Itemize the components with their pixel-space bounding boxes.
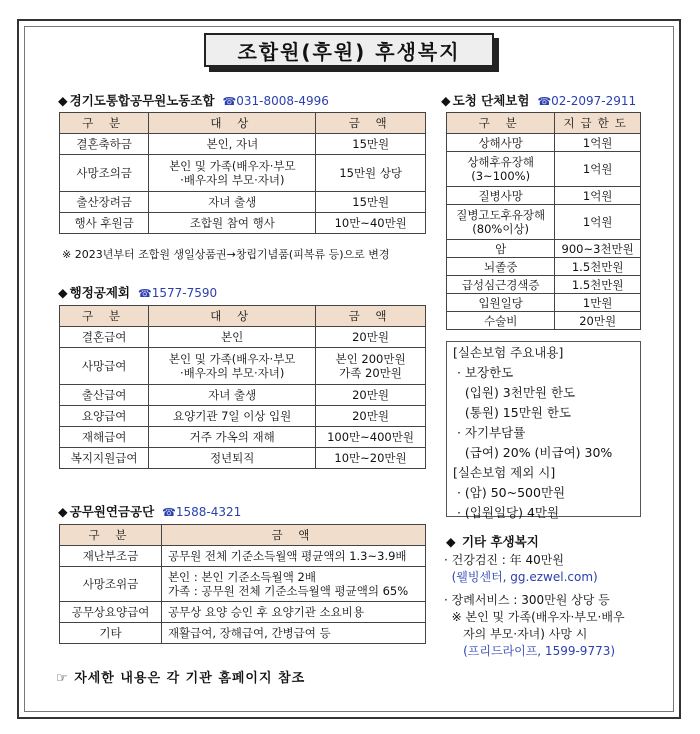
table-cell: 입원일당 (447, 294, 555, 312)
table-cell: 공무상 요양 승인 후 요양기관 소요비용 (161, 602, 425, 623)
table-cell: 1억원 (555, 152, 641, 187)
info-line: [실손보험 제외 시] (453, 465, 556, 480)
column-header: 대 상 (149, 113, 316, 134)
table-cell: 본인, 자녀 (149, 134, 316, 155)
table-cell: 15만원 상당 (316, 155, 426, 192)
table-cell: 1억원 (555, 134, 641, 152)
table-cell: 재활급여, 장해급여, 간병급여 등 (161, 623, 425, 644)
table-cell: 기타 (60, 623, 162, 644)
pointing-hand-icon: ☞ (56, 671, 69, 686)
insurance-info-box (446, 341, 641, 520)
info-line: (입원) 3천만원 한도 (453, 385, 576, 400)
table-cell: 조합원 참여 행사 (149, 213, 316, 234)
table-cell: 15만원 (316, 134, 426, 155)
table-cell: 자녀 출생 (149, 192, 316, 213)
info-line: · (암) 50~500만원 (453, 485, 566, 500)
table-cell: 10만~20만원 (316, 448, 426, 469)
table-cell: 1억원 (555, 205, 641, 240)
table-cell: 상해후유장해 (3~100%) (447, 152, 555, 187)
table-cell: 정년퇴직 (149, 448, 316, 469)
table-cell: 자녀 출생 (149, 385, 316, 406)
table-gg (59, 112, 426, 234)
table-cell: 1.5천만원 (555, 276, 641, 294)
table-cell: 복지지원급여 (60, 448, 149, 469)
section-head-gy: ◆ 공무원연금공단 ☎1588-4321 (58, 504, 242, 519)
info-line: (급여) 20% (비급여) 30% (453, 445, 613, 460)
table-cell: 암 (447, 240, 555, 258)
table-row (447, 258, 641, 276)
table-cell: 뇌졸중 (447, 258, 555, 276)
table-cell: 결혼축하금 (60, 134, 149, 155)
diamond-bullet-icon: ◆ (58, 285, 68, 300)
table-cell: 1억원 (555, 187, 641, 205)
table-cell: 재해급여 (60, 427, 149, 448)
table-row (60, 155, 426, 192)
table-cell: 출산급여 (60, 385, 149, 406)
table-cell: 공무원 전체 기준소득월액 평균액의 1.3~3.9배 (161, 546, 425, 567)
column-header: 지급한도 (555, 113, 641, 134)
table-cell: 900~3천만원 (555, 240, 641, 258)
table-cell: 사망급여 (60, 348, 149, 385)
diamond-bullet-icon: ◆ (446, 534, 456, 549)
table-row (447, 312, 641, 330)
table-cell: 거주 가옥의 재해 (149, 427, 316, 448)
info-line: (통원) 15만원 한도 (453, 405, 571, 420)
phone-icon: ☎ (162, 506, 176, 519)
column-header: 대 상 (149, 306, 316, 327)
table-cell: 행사 후원금 (60, 213, 149, 234)
table-row (60, 348, 426, 385)
table-cell: 사망조위금 (60, 567, 162, 602)
table-cell: 상해사망 (447, 134, 555, 152)
table-row (60, 385, 426, 406)
table-cell: 100만~400만원 (316, 427, 426, 448)
column-header: 구 분 (60, 306, 149, 327)
etc-line: (프리드라이프, 1599-9773) (444, 644, 616, 658)
table-cell: 1.5천만원 (555, 258, 641, 276)
gy-phone: 1588-4321 (175, 505, 242, 519)
section-head-gg: ◆ 경기도통합공무원노동조합 ☎031-8008-4996 (58, 93, 329, 108)
dc-phone: 02-2097-2911 (551, 94, 637, 108)
table-gy (59, 524, 426, 644)
diamond-bullet-icon: ◆ (58, 93, 68, 108)
phone-icon: ☎ (222, 95, 237, 108)
table-row (60, 406, 426, 427)
table-cell: 20만원 (316, 406, 426, 427)
table-cell: 질병사망 (447, 187, 555, 205)
page-title: 조합원(후원) 후생복지 (204, 33, 494, 67)
table-cell: 15만원 (316, 192, 426, 213)
table-row (447, 187, 641, 205)
table-cell: 본인 : 본인 기준소득월액 2배 가족 : 공무원 전체 기준소득월액 평균액의 65% (161, 567, 425, 602)
table-row (447, 134, 641, 152)
phone-icon: ☎ (138, 287, 152, 300)
etc-list (444, 552, 625, 660)
table-cell: 20만원 (316, 327, 426, 348)
table-row (447, 276, 641, 294)
etc-line: · 건강검진 : 年 40만원 (444, 553, 564, 567)
table-cell: 20만원 (555, 312, 641, 330)
section-head-etc: ◆ 기타 후생복지 (446, 534, 539, 549)
table-cell: 본인 (149, 327, 316, 348)
footer-note: ☞ 자세한 내용은 각 기관 홈페이지 참조 (56, 671, 306, 686)
table-cell: 재난부조금 (60, 546, 162, 567)
gg-note: ※ 2023년부터 조합원 생일상품권→창립기념품(피복류 등)으로 변경 (62, 248, 390, 261)
etc-line: ※ 본인 및 가족(배우자·부모·배우 (444, 610, 625, 624)
table-row (447, 294, 641, 312)
hj-phone: 1577-7590 (151, 286, 218, 300)
info-line: · 자기부담률 (453, 425, 526, 440)
table-cell: 질병고도후유장해 (80%이상) (447, 205, 555, 240)
section-head-hj: ◆ 행정공제회 ☎1577-7590 (58, 285, 218, 300)
table-row (60, 546, 426, 567)
table-row (447, 152, 641, 187)
table-hj (59, 305, 426, 469)
column-header: 금 액 (316, 306, 426, 327)
table-cell: 본인 및 가족(배우자·부모 ·배우자의 부모·자녀) (149, 348, 316, 385)
column-header: 금 액 (316, 113, 426, 134)
table-row (60, 623, 426, 644)
table-row (60, 134, 426, 155)
table-cell: 본인 200만원 가족 20만원 (316, 348, 426, 385)
phone-icon: ☎ (537, 95, 552, 108)
table-cell: 급성심근경색증 (447, 276, 555, 294)
table-row (60, 327, 426, 348)
table-row (60, 427, 426, 448)
table-cell: 요양급여 (60, 406, 149, 427)
table-dc (446, 112, 641, 330)
table-row (60, 448, 426, 469)
column-header: 구 분 (60, 525, 162, 546)
table-row (60, 567, 426, 602)
table-cell: 출산장려금 (60, 192, 149, 213)
section-head-dc: ◆ 도청 단체보험 ☎02-2097-2911 (441, 93, 637, 108)
etc-line: 자의 부모·자녀) 사망 시 (444, 627, 588, 641)
table-cell: 1만원 (555, 294, 641, 312)
table-row (60, 192, 426, 213)
table-row (447, 205, 641, 240)
table-cell: 요양기관 7일 이상 입원 (149, 406, 316, 427)
info-line: · 보장한도 (453, 365, 514, 380)
table-cell: 수술비 (447, 312, 555, 330)
table-row (60, 213, 426, 234)
table-cell: 10만~40만원 (316, 213, 426, 234)
table-cell: 결혼급여 (60, 327, 149, 348)
column-header: 구 분 (60, 113, 149, 134)
table-row (447, 240, 641, 258)
diamond-bullet-icon: ◆ (58, 504, 68, 519)
column-header: 금 액 (161, 525, 425, 546)
table-row (60, 602, 426, 623)
table-cell: 사망조의금 (60, 155, 149, 192)
table-cell: 본인 및 가족(배우자·부모 ·배우자의 부모·자녀) (149, 155, 316, 192)
gg-phone: 031-8008-4996 (236, 94, 329, 108)
etc-line: (웰빙센터, gg.ezwel.com) (444, 570, 598, 584)
info-line: [실손보험 주요내용] (453, 345, 564, 360)
info-line: · (입원일당) 4만원 (453, 505, 560, 520)
table-cell: 20만원 (316, 385, 426, 406)
diamond-bullet-icon: ◆ (441, 93, 451, 108)
etc-line: · 장례서비스 : 300만원 상당 등 (444, 593, 610, 607)
table-cell: 공무상요양급여 (60, 602, 162, 623)
column-header: 구 분 (447, 113, 555, 134)
